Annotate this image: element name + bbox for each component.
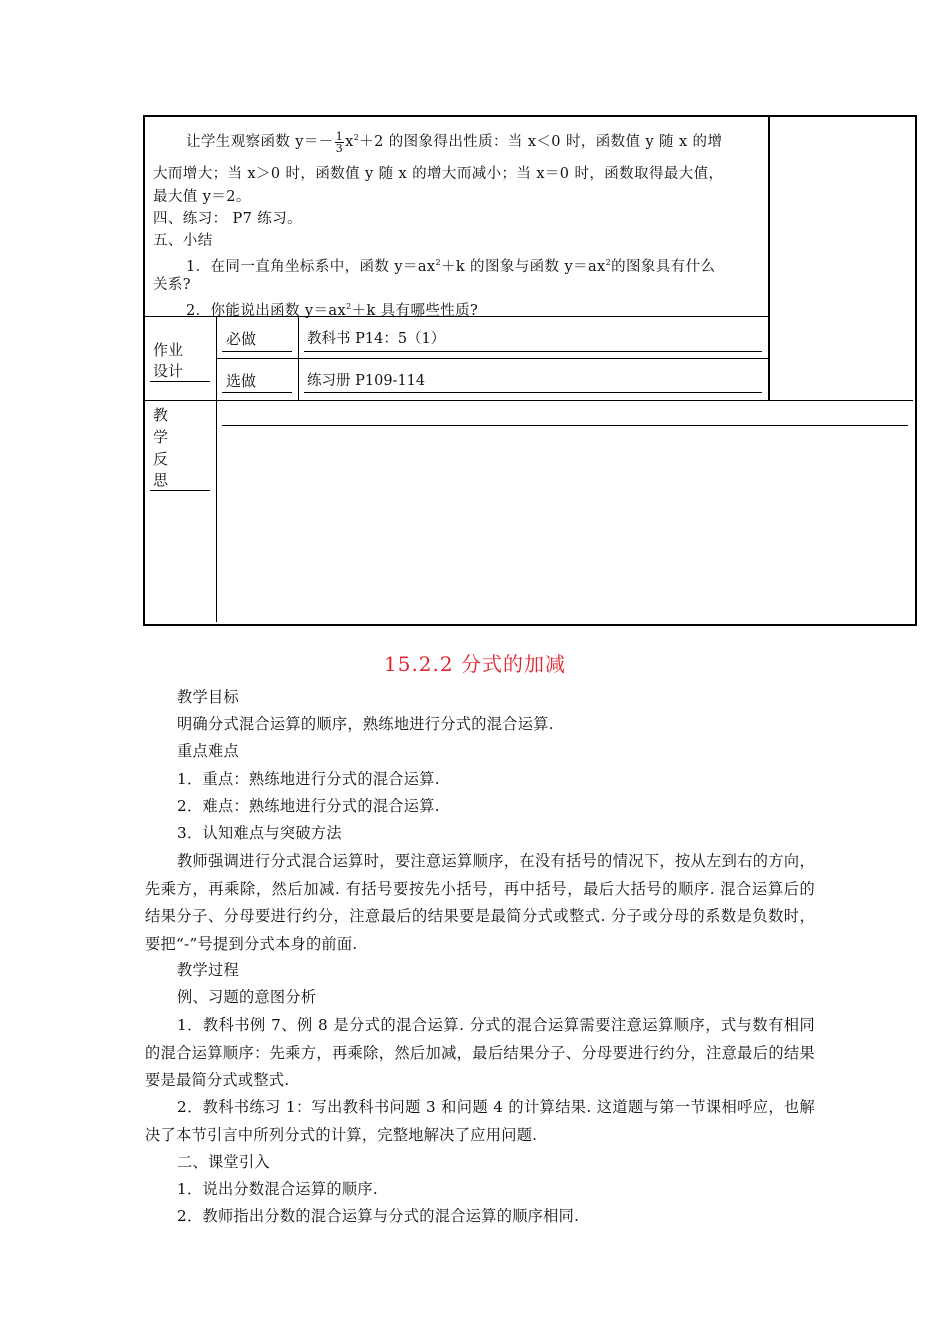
table-hrule-2 bbox=[145, 400, 913, 401]
reflection-char-1: 教 bbox=[153, 406, 169, 424]
table-divider-right bbox=[768, 117, 770, 400]
underline bbox=[222, 351, 292, 352]
heading-example-analysis: 例、习题的意图分析 bbox=[177, 988, 317, 1006]
heading-key-points: 重点难点 bbox=[177, 742, 239, 760]
teacher-emphasis-paragraph: 教师强调进行分式混合运算时，要注意运算顺序，在没有括号的情况下，按从左到右的方向，先乘方，再乘除，然后加减. 有括号要按先小括号，再中括号，最后大括号的顺序. 混合运算后的结果分子、分母要进行约分，注意最后的结果要是最简分式或整式. 分子或分母的系数是负数时，要把“-”号提到分式本身的前面. bbox=[145, 852, 815, 953]
key-point-3: 3．认知难点与突破方法 bbox=[177, 824, 342, 842]
underline bbox=[222, 392, 292, 393]
table-label-divider bbox=[216, 316, 217, 622]
summary-item-2: 2．你能说出函数 $y=ax^2+k$ 具有哪些性质? bbox=[186, 302, 479, 319]
summary-heading: 五、小结 bbox=[153, 233, 213, 249]
key-point-2: 2．难点：熟练地进行分式的混合运算. bbox=[177, 797, 440, 815]
homework-col-divider bbox=[298, 316, 299, 400]
observation-line-2: 大而增大；当 x＞0 时，函数值 y 随 x 的增大而减小；当 x＝0 时，函数取得最大值， bbox=[153, 166, 724, 182]
summary-item-1: 1．在同一直角坐标系中，函数 $y=ax^2+k$ 的图象与函数 $y=ax^2$的图象具有什么 bbox=[186, 258, 716, 275]
example-analysis-1: 1．教科书例 7、例 8 是分式的混合运算. 分式的混合运算需要注意运算顺序，式与数有相同的混合运算顺序：先乘方，再乘除，然后加减，最后结果分子、分母要进行约分，注意最后的结果要是最简分式或整式. bbox=[145, 1016, 815, 1089]
reflection-writing-line bbox=[222, 425, 908, 426]
observation-line-1: 让学生观察函数 y＝－ $\frac{1}{3}$ $x^2+2$ 的图象得出性质：当 x＜0 时，函数值 y 随 x 的增 bbox=[186, 129, 723, 155]
optional-label: 选做 bbox=[226, 372, 257, 390]
homework-label-2: 设计 bbox=[153, 362, 184, 380]
key-point-1: 1．重点：熟练地进行分式的混合运算. bbox=[177, 770, 440, 788]
required-label: 必做 bbox=[226, 330, 257, 348]
heading-teaching-goal: 教学目标 bbox=[177, 688, 239, 706]
section-title: 15.2.2 分式的加减 bbox=[384, 652, 566, 676]
table-border bbox=[143, 115, 917, 626]
homework-label-1: 作业 bbox=[153, 341, 184, 359]
fraction-one-third: $\frac{1}{3}$ bbox=[335, 129, 344, 155]
required-value: 教科书 P14：5（1） bbox=[307, 331, 446, 347]
underline bbox=[304, 392, 762, 393]
reflection-char-4: 思 bbox=[153, 471, 169, 489]
class-intro-1: 1．说出分数混合运算的顺序. bbox=[177, 1180, 378, 1198]
observation-line-3: 最大值 y＝2。 bbox=[153, 189, 251, 205]
example-analysis-2: 2．教科书练习 1：写出教科书问题 3 和问题 4 的计算结果. 这道题与第一节课相呼应，也解决了本节引言中所列分式的计算，完整地解决了应用问题. bbox=[145, 1098, 815, 1144]
heading-teaching-process: 教学过程 bbox=[177, 961, 239, 979]
goal-text: 明确分式混合运算的顺序，熟练地进行分式的混合运算. bbox=[177, 715, 554, 733]
class-intro-2: 2．教师指出分数的混合运算与分式的混合运算的顺序相同. bbox=[177, 1207, 580, 1225]
underline bbox=[304, 351, 762, 352]
reflection-char-3: 反 bbox=[153, 450, 169, 468]
practice-line: 四、练习： P7 练习。 bbox=[153, 211, 302, 227]
summary-item-1-cont: 关系? bbox=[153, 277, 191, 293]
heading-class-intro: 二、课堂引入 bbox=[177, 1153, 270, 1171]
optional-value: 练习册 P109-114 bbox=[307, 373, 426, 389]
reflection-char-2: 学 bbox=[153, 428, 169, 446]
